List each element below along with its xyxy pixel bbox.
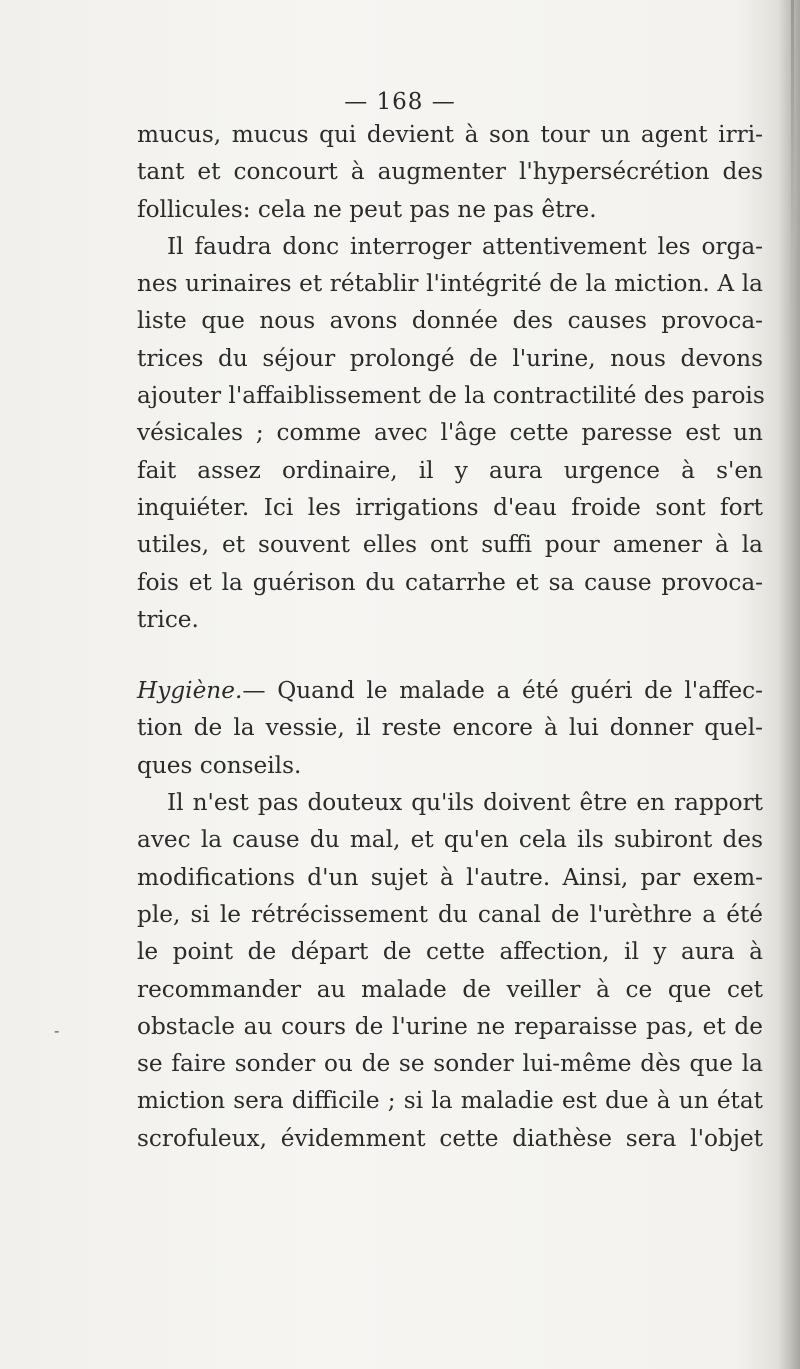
text-line: tant et concourt à augmenter l'hypersécrétion des [137, 158, 763, 186]
text-line: fois et la guérison du catarrhe et sa cause provoca- [137, 568, 763, 596]
text-line: ques conseils. [137, 751, 302, 779]
text-line: miction sera difficile ; si la maladie est due à un état [137, 1087, 763, 1115]
text-line: ple, si le rétrécissement du canal de l'urèthre a été [137, 900, 763, 928]
text-line: avec la cause du mal, et qu'en cela ils subiront des [137, 826, 763, 854]
text-line: obstacle au cours de l'urine ne reparaisse pas, et de [137, 1012, 763, 1040]
section-gap [137, 638, 763, 672]
text-line: se faire sonder ou de se sonder lui-même dès que la [137, 1050, 763, 1078]
text-line: liste que nous avons donnée des causes provoca- [137, 307, 763, 335]
text-line: Il faudra donc interroger attentivement les orga- [167, 232, 763, 260]
section-first-line [137, 672, 763, 709]
text-fragment: — Quand le malade a été guéri de l'affec- [242, 677, 763, 705]
text-line: scrofuleux, évidemment cette diathèse sera l'objet [137, 1124, 763, 1152]
page-edge-shadow [778, 0, 800, 1369]
page-edge-line [791, 0, 794, 420]
text-line: le point de départ de cette affection, il y aura à [137, 938, 763, 966]
text-line: trices du séjour prolongé de l'urine, nous devons [137, 344, 763, 372]
text-line: tion de la vessie, il reste encore à lui donner quel- [137, 714, 763, 742]
margin-mark: - [54, 1021, 60, 1040]
text-line: mucus, mucus qui devient à son tour un agent irri- [137, 121, 763, 148]
text-line: recommander au malade de veiller à ce que cet [137, 975, 763, 1003]
text-line: follicules: cela ne peut pas ne pas être. [137, 195, 597, 223]
text-line: ajouter l'affaiblissement de la contractilité des parois [137, 382, 765, 410]
text-line: fait assez ordinaire, il y aura urgence à s'en [137, 456, 763, 484]
page-number: — 168 — [344, 89, 456, 115]
text-line: modifications d'un sujet à l'autre. Ainsi, par exem- [137, 863, 763, 891]
section-heading: Hygiène. [137, 677, 243, 705]
text-line: inquiéter. Ici les irrigations d'eau froide sont fort [137, 493, 763, 521]
text-line: trice. [137, 605, 199, 633]
text-line: Il n'est pas douteux qu'ils doivent être en rapport [167, 789, 763, 817]
text-line: utiles, et souvent elles ont suffi pour amener à la [137, 531, 763, 559]
text-line: vésicales ; comme avec l'âge cette paresse est un [137, 419, 763, 447]
text-line: nes urinaires et rétablir l'intégrité de la miction. A la [137, 270, 763, 298]
body-text [137, 116, 763, 1157]
